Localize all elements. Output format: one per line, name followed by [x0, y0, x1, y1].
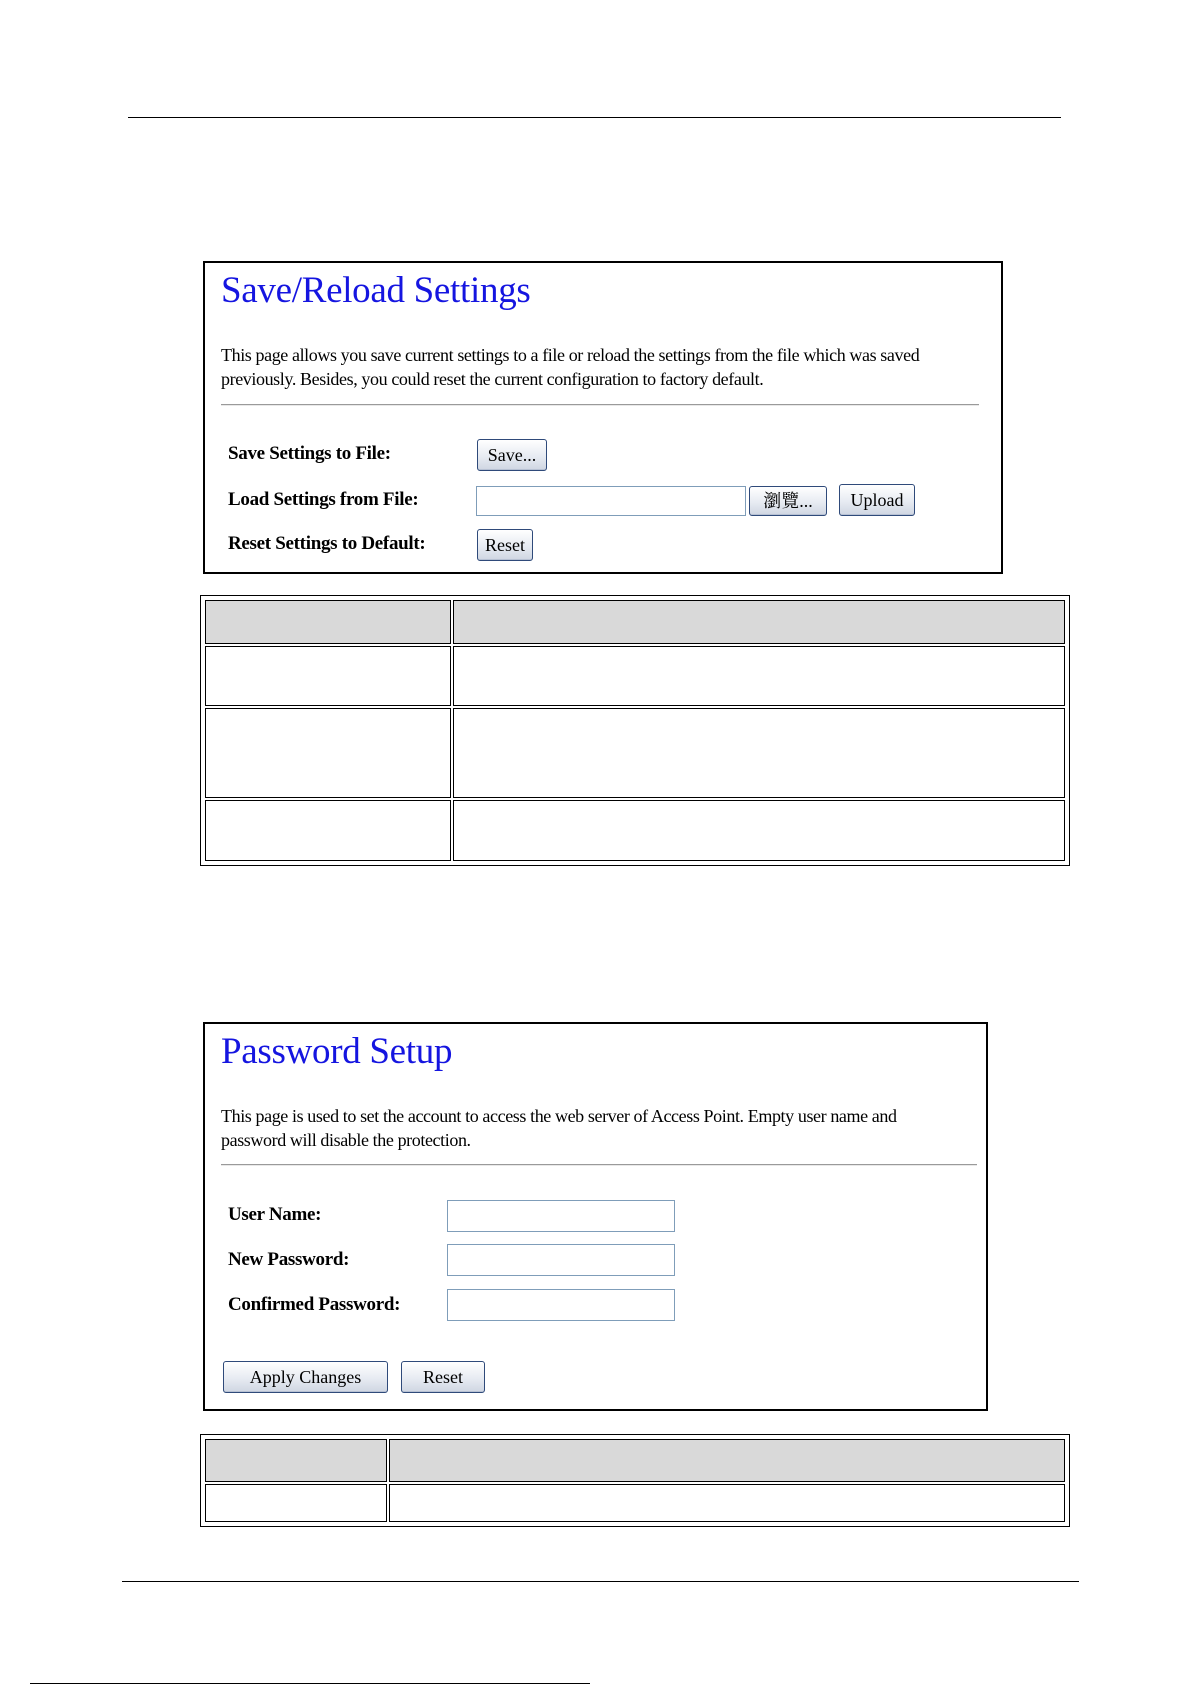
browse-button[interactable]: 瀏覽... [749, 486, 827, 516]
password-description-table [200, 1434, 1070, 1527]
page-description-line-1: This page is used to set the account to access the web server of Access Point. Empty user name and [221, 1106, 897, 1126]
new-password-label: New Password: [228, 1249, 350, 1270]
table-cell [389, 1484, 1065, 1522]
reset-button[interactable]: Reset [401, 1361, 485, 1393]
divider [221, 404, 979, 406]
apply-changes-button[interactable]: Apply Changes [223, 1361, 388, 1393]
page-description-line-2: previously. Besides, you could reset the current configuration to factory default. [221, 369, 764, 389]
save-settings-label: Save Settings to File: [228, 443, 391, 464]
table-cell [453, 708, 1065, 798]
table-cell [205, 800, 451, 861]
table-cell [453, 646, 1065, 706]
table-header-cell [453, 600, 1065, 644]
page-footer-rule [122, 1581, 1079, 1582]
confirmed-password-label: Confirmed Password: [228, 1294, 401, 1315]
password-setup-panel [203, 1022, 988, 1411]
save-button[interactable]: Save... [477, 439, 547, 471]
page-description-line-1: This page allows you save current settings to a file or reload the settings from the file which was saved [221, 345, 920, 365]
reset-settings-label: Reset Settings to Default: [228, 533, 426, 554]
user-name-input[interactable] [447, 1200, 675, 1232]
confirmed-password-input[interactable] [447, 1289, 675, 1321]
table-cell [453, 800, 1065, 861]
table-header-cell [205, 1439, 387, 1482]
page-header-rule [128, 117, 1061, 118]
save-reload-panel [203, 261, 1003, 574]
reset-settings-button[interactable]: Reset [477, 529, 533, 561]
table-header-cell [389, 1439, 1065, 1482]
page-bottom-rule [30, 1683, 590, 1684]
load-settings-label: Load Settings from File: [228, 489, 419, 510]
page-title: Password Setup [221, 1031, 453, 1072]
upload-button[interactable]: Upload [839, 484, 915, 516]
table-header-cell [205, 600, 451, 644]
settings-description-table [200, 595, 1070, 866]
file-path-input[interactable] [476, 486, 746, 516]
new-password-input[interactable] [447, 1244, 675, 1276]
table-cell [205, 708, 451, 798]
divider [221, 1164, 977, 1166]
page-description-line-2: password will disable the protection. [221, 1130, 471, 1150]
table-cell [205, 646, 451, 706]
table-cell [205, 1484, 387, 1522]
user-name-label: User Name: [228, 1204, 322, 1225]
page-title: Save/Reload Settings [221, 270, 531, 311]
